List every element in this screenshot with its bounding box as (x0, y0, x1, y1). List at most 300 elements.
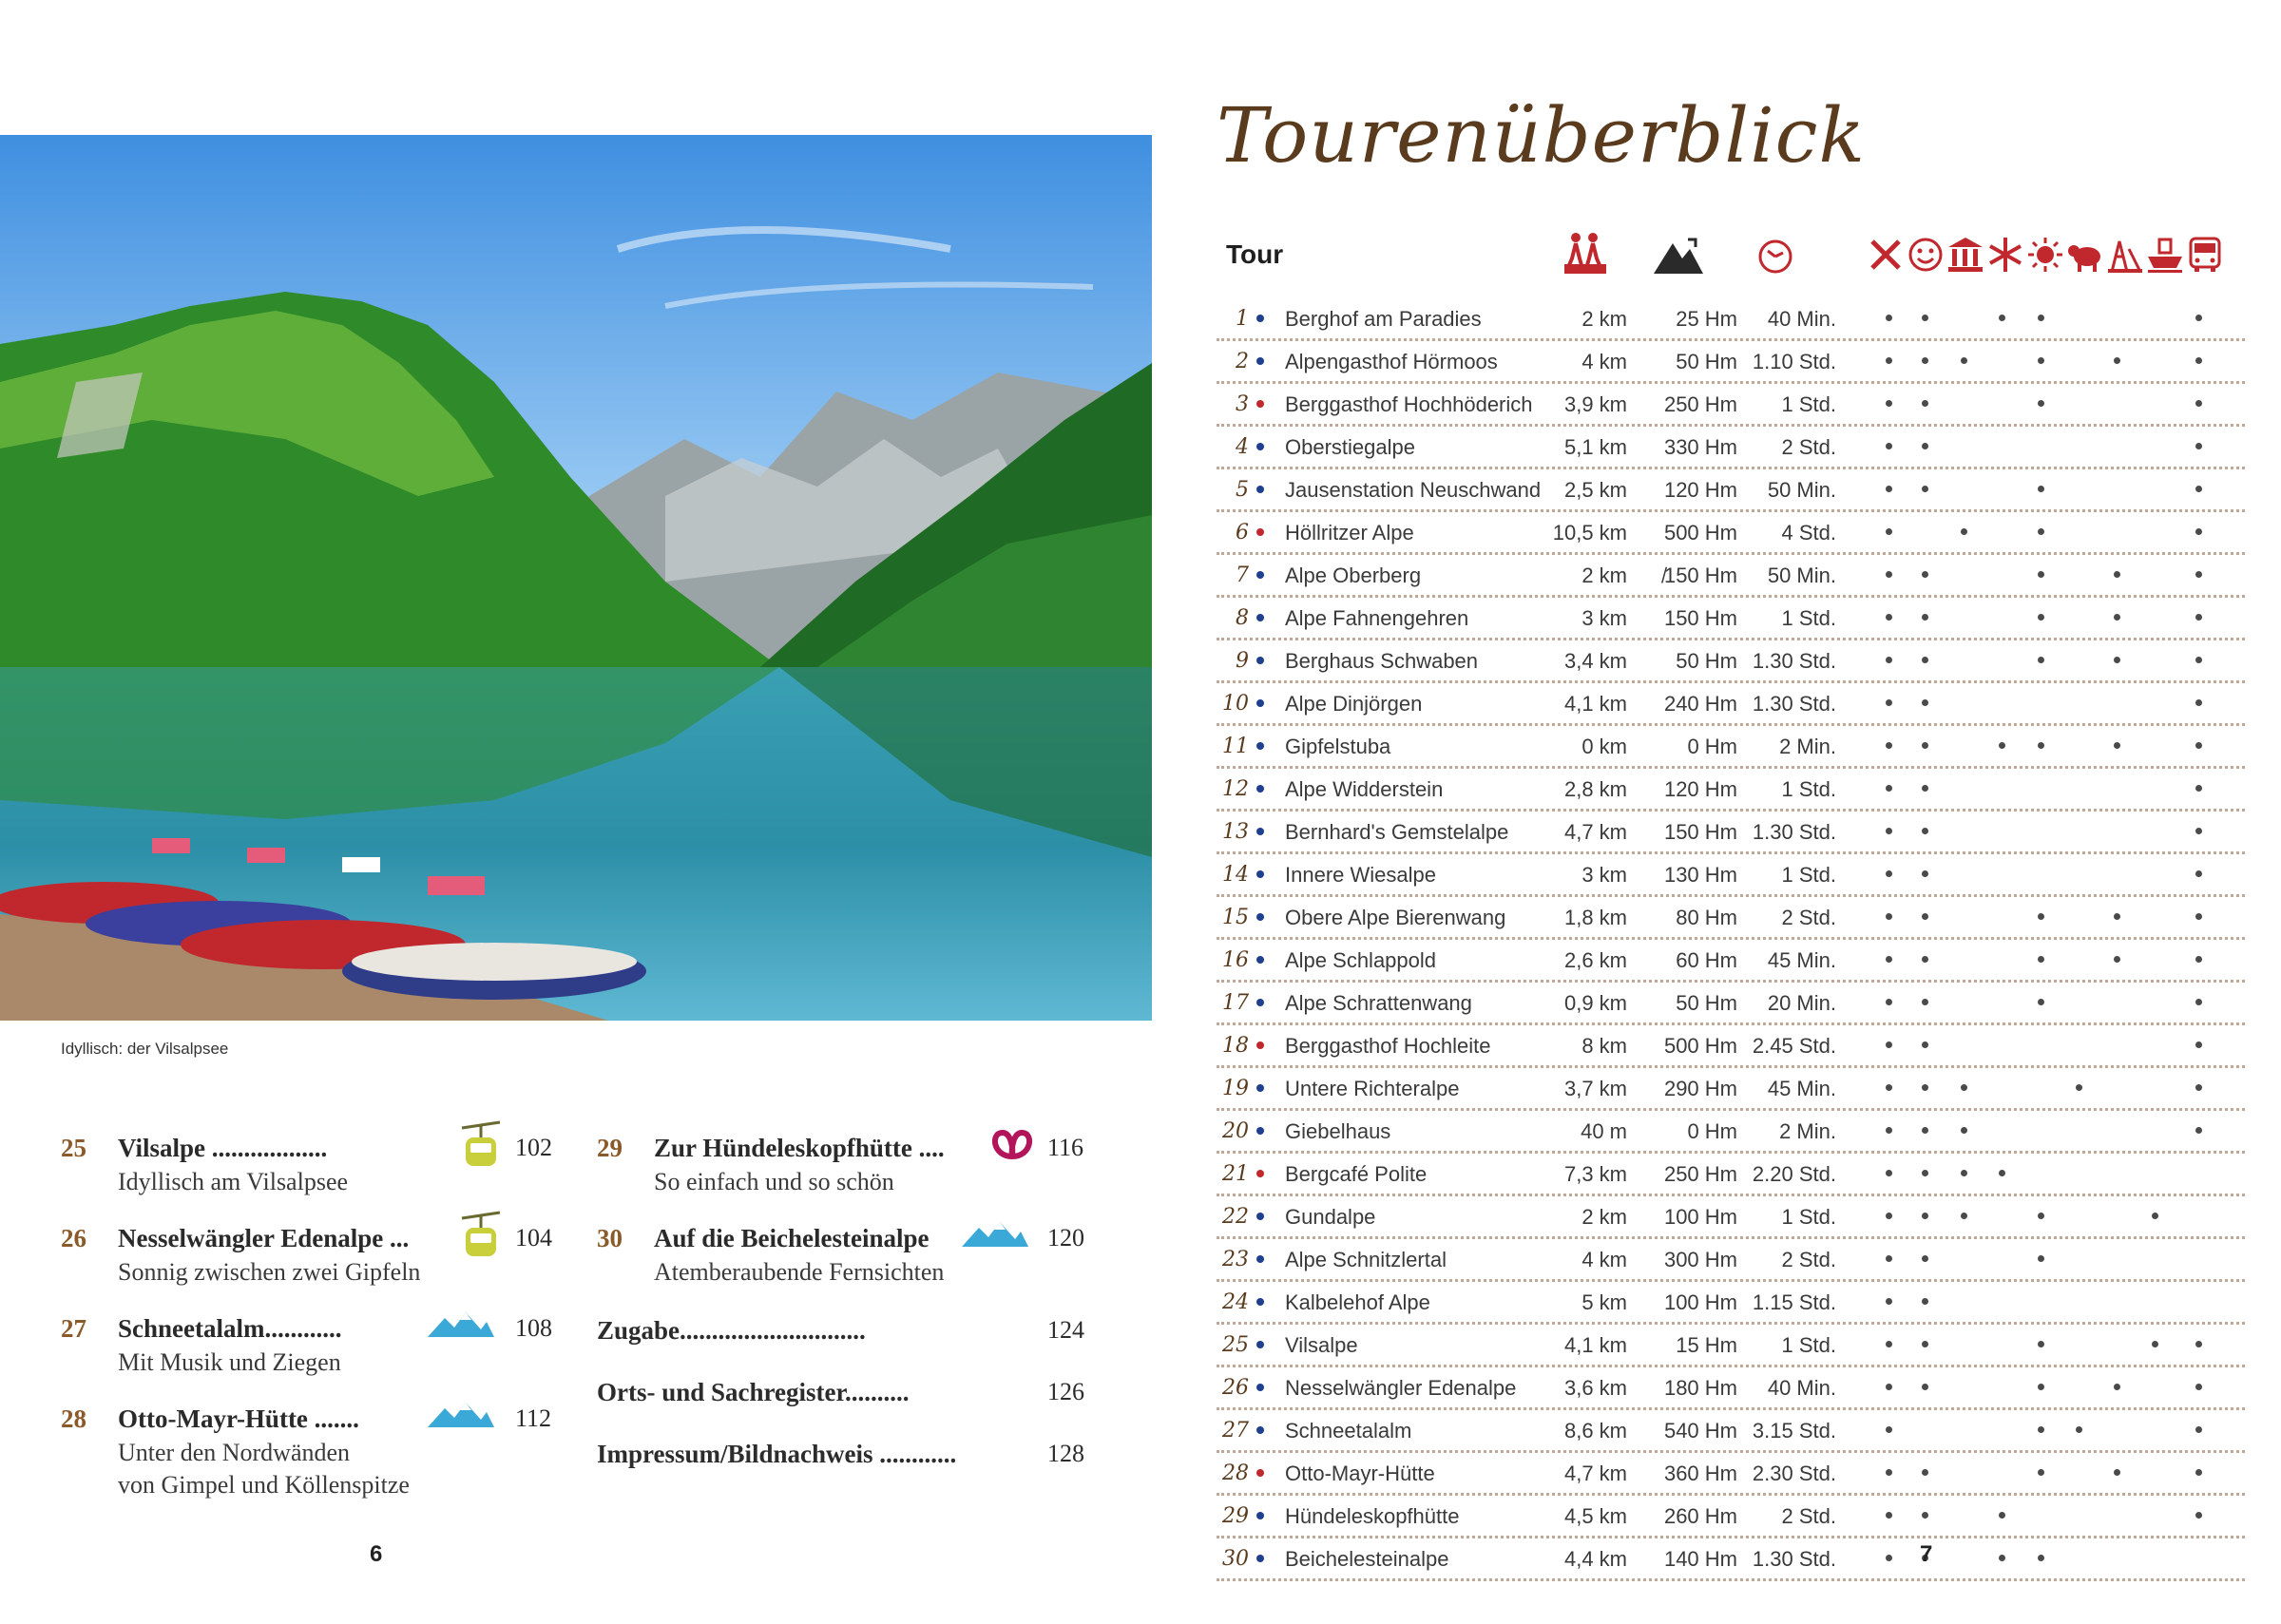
tour-row[interactable] (1217, 1282, 2245, 1325)
tour-duration: 4 Std. (1781, 521, 1836, 545)
tour-row[interactable] (1217, 1025, 2245, 1068)
cow-icon (2066, 236, 2104, 278)
tour-distance: 5,1 km (1563, 435, 1627, 459)
tour-elevation: 250 Hm (1663, 392, 1737, 416)
tour-row[interactable] (1217, 769, 2245, 812)
tour-duration: 1.10 Std. (1752, 350, 1836, 373)
tour-row[interactable] (1217, 726, 2245, 769)
tour-duration: 2 Min. (1779, 735, 1836, 758)
tour-distance: 2,5 km (1563, 478, 1627, 502)
feature-dot (1886, 828, 1892, 834)
feature-dot (1886, 400, 1892, 407)
tour-name: Berghof am Paradies (1285, 307, 1482, 331)
tour-number: 30 (1222, 1547, 1249, 1571)
feature-dot (1886, 614, 1892, 621)
feature-dot (2114, 571, 2120, 578)
tour-elevation: 50 Hm (1676, 991, 1737, 1015)
mountain-panorama-icon (428, 1309, 494, 1346)
tour-row[interactable] (1217, 427, 2245, 469)
feature-dot (1961, 1127, 1967, 1134)
tour-row[interactable] (1217, 1538, 2245, 1581)
tour-row[interactable] (1217, 298, 2245, 341)
tour-elevation: 180 Hm (1663, 1376, 1737, 1400)
tour-duration: 40 Min. (1767, 307, 1836, 331)
toc-extra-impressum[interactable]: Impressum/Bildnachweis ............ (597, 1440, 957, 1468)
tour-name: Alpe Fahnengehren (1285, 606, 1469, 630)
tour-duration: 1 Std. (1781, 863, 1836, 887)
tour-elevation: 100 Hm (1663, 1290, 1737, 1314)
feature-dot (2038, 1213, 2044, 1219)
tour-number: 27 (1222, 1419, 1249, 1442)
feature-dot (1886, 1255, 1892, 1262)
tour-name: Gipfelstuba (1285, 735, 1391, 758)
feature-dot (2038, 571, 2044, 578)
feature-dot (2195, 785, 2202, 792)
tour-number: 25 (1222, 1333, 1249, 1357)
tour-number: 22 (1222, 1205, 1249, 1229)
feature-dot (2195, 315, 2202, 321)
tour-duration: 3.15 Std. (1752, 1419, 1836, 1442)
feature-dot (2038, 1555, 2044, 1561)
toc-subtitle: Mit Musik und Ziegen (118, 1348, 341, 1376)
tour-row[interactable] (1217, 812, 2245, 854)
tour-number: 6 (1236, 521, 1249, 545)
feature-dot (1961, 1213, 1967, 1219)
feature-dot (2076, 1426, 2082, 1433)
hiker-icon (1562, 232, 1608, 280)
tour-name: Alpe Widderstein (1285, 777, 1444, 801)
feature-dot (1922, 742, 1928, 749)
tour-row[interactable] (1217, 598, 2245, 640)
tour-distance: 4 km (1581, 350, 1627, 373)
tour-name: Nesselwängler Edenalpe (1285, 1376, 1517, 1400)
toc-number: 29 (597, 1134, 623, 1162)
feature-dot (2038, 1384, 2044, 1390)
tour-row[interactable] (1217, 384, 2245, 427)
toc-extra-zugabe[interactable]: Zugabe............................. (597, 1316, 866, 1345)
feature-dot (2114, 742, 2120, 749)
feature-dot (1922, 1041, 1928, 1048)
tour-name: Bergcafé Polite (1285, 1162, 1428, 1186)
playground-icon (2106, 236, 2144, 278)
toc-number: 25 (61, 1134, 86, 1162)
feature-dot (1922, 1127, 1928, 1134)
toc-title: Schneetalalm............ (118, 1314, 342, 1343)
toc-page: 104 (515, 1224, 552, 1251)
tour-elevation: 25 Hm (1676, 307, 1737, 331)
feature-dot (1922, 1213, 1928, 1219)
tour-number: 21 (1222, 1162, 1249, 1186)
tour-elevation: 260 Hm (1663, 1504, 1737, 1528)
tour-elevation: 140 Hm (1663, 1547, 1737, 1571)
tour-row[interactable] (1217, 854, 2245, 897)
feature-dot (2195, 1127, 2202, 1134)
feature-dot (2038, 999, 2044, 1005)
tour-distance: 3,6 km (1563, 1376, 1627, 1400)
feature-dot (2195, 486, 2202, 492)
feature-dot (1922, 1341, 1928, 1347)
tour-elevation: 50 Hm (1676, 649, 1737, 673)
feature-dot (1922, 571, 1928, 578)
lake-photo (0, 135, 1152, 1021)
toc-title: Vilsalpe .................. (118, 1134, 328, 1162)
tour-duration: 1 Std. (1781, 392, 1836, 416)
tour-distance: 8,6 km (1563, 1419, 1627, 1442)
tour-number: 5 (1236, 478, 1249, 502)
tour-row[interactable] (1217, 1154, 2245, 1196)
tour-number: 15 (1222, 906, 1249, 929)
feature-dot (2038, 1341, 2044, 1347)
tour-distance: 10,5 km (1552, 521, 1627, 545)
photo-caption: Idyllisch: der Vilsalpsee (61, 1040, 229, 1058)
tour-row[interactable] (1217, 469, 2245, 512)
tour-duration: 2.30 Std. (1752, 1462, 1836, 1485)
feature-dot (1886, 1041, 1892, 1048)
feature-dot (1886, 1341, 1892, 1347)
feature-dot (1922, 913, 1928, 920)
feature-dot (2195, 1041, 2202, 1048)
tour-name: Bernhard's Gemstelalpe (1285, 820, 1509, 844)
tour-name: Kalbelehof Alpe (1285, 1290, 1430, 1314)
tour-name: Beichelesteinalpe (1285, 1547, 1449, 1571)
feature-dot (1886, 443, 1892, 449)
feature-dot (1922, 357, 1928, 364)
toc-number: 26 (61, 1224, 86, 1252)
feature-dot (2195, 400, 2202, 407)
tour-row[interactable] (1217, 341, 2245, 384)
tour-number: 28 (1222, 1462, 1249, 1485)
feature-dot (1886, 699, 1892, 706)
tour-row[interactable] (1217, 512, 2245, 555)
sun-icon (2026, 236, 2064, 278)
toc-page: 102 (515, 1134, 552, 1161)
feature-dot (1922, 1384, 1928, 1390)
tour-duration: 50 Min. (1767, 478, 1836, 502)
tour-name: Alpe Oberberg (1285, 564, 1422, 587)
page-number-right: 7 (1920, 1541, 1933, 1567)
tour-number: 3 (1236, 392, 1249, 416)
tour-elevation: 250 Hm (1663, 1162, 1737, 1186)
snowflake-icon (1986, 236, 2024, 278)
feature-dot (2195, 1084, 2202, 1091)
tour-duration: 45 Min. (1767, 948, 1836, 972)
tour-duration: 2 Std. (1781, 435, 1836, 459)
tour-duration: 2 Std. (1781, 906, 1836, 929)
smiley-icon (1907, 236, 1945, 278)
tour-name: Untere Richteralpe (1285, 1077, 1460, 1100)
toc-subtitle-line-2: von Gimpel und Köllenspitze (118, 1471, 410, 1499)
tour-elevation: 60 Hm (1676, 948, 1737, 972)
tour-duration: 40 Min. (1767, 1376, 1836, 1400)
tour-row[interactable] (1217, 940, 2245, 983)
feature-dot (2195, 357, 2202, 364)
tour-duration: 1 Std. (1781, 1205, 1836, 1229)
feature-dot (1961, 1170, 1967, 1176)
tour-number: 19 (1222, 1077, 1249, 1100)
feature-dot (2195, 1469, 2202, 1476)
toc-number: 28 (61, 1404, 86, 1433)
tour-number: 2 (1236, 350, 1249, 373)
tour-duration: 1.15 Std. (1752, 1290, 1836, 1314)
tour-table (1217, 298, 2245, 1581)
feature-dot (2114, 913, 2120, 920)
tour-name: Berghaus Schwaben (1285, 649, 1479, 673)
tour-number: 29 (1222, 1504, 1249, 1528)
feature-dot (2195, 657, 2202, 663)
tour-name: Gundalpe (1285, 1205, 1376, 1229)
tour-number: 13 (1222, 820, 1249, 844)
ship-icon (2146, 236, 2184, 278)
tour-elevation: 150 Hm (1663, 820, 1737, 844)
feature-dot (2195, 913, 2202, 920)
tour-row[interactable] (1217, 897, 2245, 940)
tour-name: Innere Wiesalpe (1285, 863, 1436, 887)
toc-extra-page: 124 (1047, 1316, 1084, 1344)
feature-dot (2038, 956, 2044, 963)
feature-dot (1886, 1213, 1892, 1219)
pretzel-icon (988, 1128, 1036, 1165)
tour-elevation: 290 Hm (1663, 1077, 1737, 1100)
feature-dot (2195, 614, 2202, 621)
tour-distance: 3,7 km (1563, 1077, 1627, 1100)
tour-duration: 2.45 Std. (1752, 1034, 1836, 1058)
tour-number: 12 (1222, 777, 1249, 801)
tour-name: Giebelhaus (1285, 1119, 1391, 1143)
toc-page: 120 (1047, 1224, 1084, 1251)
toc-title: Auf die Beichelesteinalpe (654, 1224, 930, 1252)
feature-dot (1922, 443, 1928, 449)
tour-row[interactable] (1217, 640, 2245, 683)
feature-dot (1922, 400, 1928, 407)
feature-dot (1922, 956, 1928, 963)
tour-duration: 1.30 Std. (1752, 820, 1836, 844)
feature-dot (2038, 1426, 2044, 1433)
feature-dot (1922, 699, 1928, 706)
toc-page: 108 (515, 1314, 552, 1342)
tour-number: 10 (1222, 692, 1249, 716)
feature-dot (2195, 528, 2202, 535)
tour-distance: 2 km (1581, 307, 1627, 331)
feature-dot (2195, 1512, 2202, 1519)
tour-name: Berggasthof Hochleite (1285, 1034, 1491, 1058)
tour-number: 26 (1222, 1376, 1249, 1400)
tour-name: Vilsalpe (1285, 1333, 1358, 1357)
feature-dot (1999, 315, 2005, 321)
toc-title: Otto-Mayr-Hütte ....... (118, 1404, 359, 1433)
tour-elevation: 330 Hm (1663, 435, 1737, 459)
tour-distance: 4,1 km (1563, 692, 1627, 716)
tour-duration: 2 Std. (1781, 1248, 1836, 1271)
feature-dot (1886, 571, 1892, 578)
tour-number: 1 (1236, 307, 1249, 331)
tour-distance: 0,9 km (1563, 991, 1627, 1015)
feature-dot (1886, 486, 1892, 492)
tour-row[interactable] (1217, 1367, 2245, 1410)
toc-page: 116 (1047, 1134, 1084, 1161)
toc-subtitle: Unter den Nordwänden (118, 1439, 351, 1466)
feature-dot (1886, 913, 1892, 920)
feature-dot (1922, 870, 1928, 877)
tour-row[interactable] (1217, 1453, 2245, 1496)
feature-dot (1999, 1170, 2005, 1176)
tour-distance: 40 m (1581, 1119, 1627, 1143)
tour-row[interactable] (1217, 683, 2245, 726)
tour-name: Oberstiegalpe (1285, 435, 1415, 459)
cable-car-icon (460, 1120, 502, 1175)
toc-extra-page: 126 (1047, 1378, 1084, 1405)
feature-dot (2038, 528, 2044, 535)
cable-car-icon (460, 1211, 502, 1265)
tour-name: Alpe Schlappold (1285, 948, 1437, 972)
tour-elevation: 0 Hm (1687, 1119, 1737, 1143)
feature-dot (1922, 785, 1928, 792)
clock-icon (1756, 238, 1794, 280)
tour-distance: 3 km (1581, 863, 1627, 887)
tour-name: Hündeleskopfhütte (1285, 1504, 1460, 1528)
tour-elevation: 130 Hm (1663, 863, 1737, 887)
tour-distance: 7,3 km (1563, 1162, 1627, 1186)
feature-dot (1886, 1469, 1892, 1476)
tour-distance: 4,1 km (1563, 1333, 1627, 1357)
tour-name: Jausenstation Neuschwand (1285, 478, 1542, 502)
tour-number: 11 (1222, 735, 1249, 758)
elevation-icon (1654, 238, 1703, 280)
tour-duration: 1 Std. (1781, 1333, 1836, 1357)
tour-elevation: ̸150 Hm (1663, 564, 1737, 587)
feature-dot (1886, 1555, 1892, 1561)
feature-dot (1922, 657, 1928, 663)
feature-dot (1922, 315, 1928, 321)
feature-dot (1886, 1170, 1892, 1176)
bus-icon (2186, 236, 2224, 278)
feature-dot (1886, 785, 1892, 792)
tour-elevation: 100 Hm (1663, 1205, 1737, 1229)
feature-dot (1886, 657, 1892, 663)
tour-duration: 50 Min. (1767, 564, 1836, 587)
tour-row[interactable] (1217, 1068, 2245, 1111)
tour-distance: 0 km (1581, 735, 1627, 758)
tour-name: Alpe Schnitzlertal (1285, 1248, 1447, 1271)
tour-elevation: 15 Hm (1676, 1333, 1737, 1357)
tour-distance: 4,4 km (1563, 1547, 1627, 1571)
tour-duration: 1.30 Std. (1752, 649, 1836, 673)
feature-dot (2195, 571, 2202, 578)
feature-dot (1886, 1426, 1892, 1433)
tour-name: Alpengasthof Hörmoos (1285, 350, 1498, 373)
tour-elevation: 500 Hm (1663, 1034, 1737, 1058)
feature-dot (1886, 956, 1892, 963)
feature-dot (1886, 357, 1892, 364)
tour-elevation: 300 Hm (1663, 1248, 1737, 1271)
page-number-left: 6 (370, 1541, 383, 1567)
feature-dot (2038, 913, 2044, 920)
tour-row[interactable] (1217, 1496, 2245, 1538)
toc-title: Nesselwängler Edenalpe ... (118, 1224, 410, 1252)
tour-distance: 1,8 km (1563, 906, 1627, 929)
table-header (1217, 232, 2243, 289)
feature-dot (2195, 1426, 2202, 1433)
feature-dot (1961, 357, 1967, 364)
toc-title: Zur Hündeleskopfhütte .... (654, 1134, 945, 1162)
toc-extra-register[interactable]: Orts- und Sachregister.......... (597, 1378, 910, 1406)
toc-subtitle: So einfach und so schön (654, 1168, 894, 1195)
tour-elevation: 240 Hm (1663, 692, 1737, 716)
tour-row[interactable] (1217, 1196, 2245, 1239)
feature-dot (1922, 614, 1928, 621)
tour-row[interactable] (1217, 1111, 2245, 1154)
tour-row[interactable] (1217, 555, 2245, 598)
feature-dot (1922, 1170, 1928, 1176)
feature-dot (1922, 1469, 1928, 1476)
feature-dot (2114, 614, 2120, 621)
feature-dot (2152, 1213, 2158, 1219)
tour-number: 16 (1222, 948, 1249, 972)
tour-row[interactable] (1217, 1239, 2245, 1282)
tour-number: 17 (1222, 991, 1249, 1015)
tour-duration: 1 Std. (1781, 777, 1836, 801)
tour-row[interactable] (1217, 1325, 2245, 1367)
feature-dot (1922, 1298, 1928, 1305)
feature-dot (1886, 742, 1892, 749)
tour-distance: 3,9 km (1563, 392, 1627, 416)
tour-distance: 4,5 km (1563, 1504, 1627, 1528)
tour-number: 20 (1222, 1119, 1249, 1143)
toc-subtitle: Atemberaubende Fernsichten (654, 1258, 945, 1286)
tour-distance: 4,7 km (1563, 820, 1627, 844)
tour-elevation: 80 Hm (1676, 906, 1737, 929)
feature-dot (2114, 657, 2120, 663)
tour-elevation: 360 Hm (1663, 1462, 1737, 1485)
tour-elevation: 540 Hm (1663, 1419, 1737, 1442)
tour-elevation: 120 Hm (1663, 478, 1737, 502)
tour-distance: 8 km (1581, 1034, 1627, 1058)
feature-dot (2114, 1384, 2120, 1390)
feature-dot (2038, 657, 2044, 663)
toc-page: 112 (515, 1404, 552, 1432)
feature-dot (1886, 1127, 1892, 1134)
tour-number: 14 (1222, 863, 1249, 887)
toc-number: 27 (61, 1314, 86, 1343)
museum-icon (1946, 236, 1984, 278)
tour-distance: 4 km (1581, 1248, 1627, 1271)
feature-dot (2038, 614, 2044, 621)
feature-dot (2038, 1469, 2044, 1476)
feature-dot (2038, 742, 2044, 749)
mountain-panorama-icon (962, 1218, 1028, 1255)
feature-dot (2195, 699, 2202, 706)
feature-dot (2038, 400, 2044, 407)
feature-dot (2114, 357, 2120, 364)
tour-duration: 1.30 Std. (1752, 692, 1836, 716)
feature-dot (1999, 1555, 2005, 1561)
feature-dot (1886, 315, 1892, 321)
feature-dot (2195, 999, 2202, 1005)
feature-dot (1886, 870, 1892, 877)
tour-elevation: 0 Hm (1687, 735, 1737, 758)
feature-dot (1886, 1298, 1892, 1305)
mountain-panorama-icon (428, 1399, 494, 1436)
feature-dot (1886, 1384, 1892, 1390)
feature-dot (2152, 1341, 2158, 1347)
tour-row[interactable] (1217, 1410, 2245, 1453)
tour-duration: 2 Min. (1779, 1119, 1836, 1143)
tour-number: 7 (1236, 564, 1249, 587)
feature-dot (1922, 828, 1928, 834)
tour-distance: 5 km (1581, 1290, 1627, 1314)
tour-elevation: 150 Hm (1663, 606, 1737, 630)
tour-duration: 1 Std. (1781, 606, 1836, 630)
tour-row[interactable] (1217, 983, 2245, 1025)
